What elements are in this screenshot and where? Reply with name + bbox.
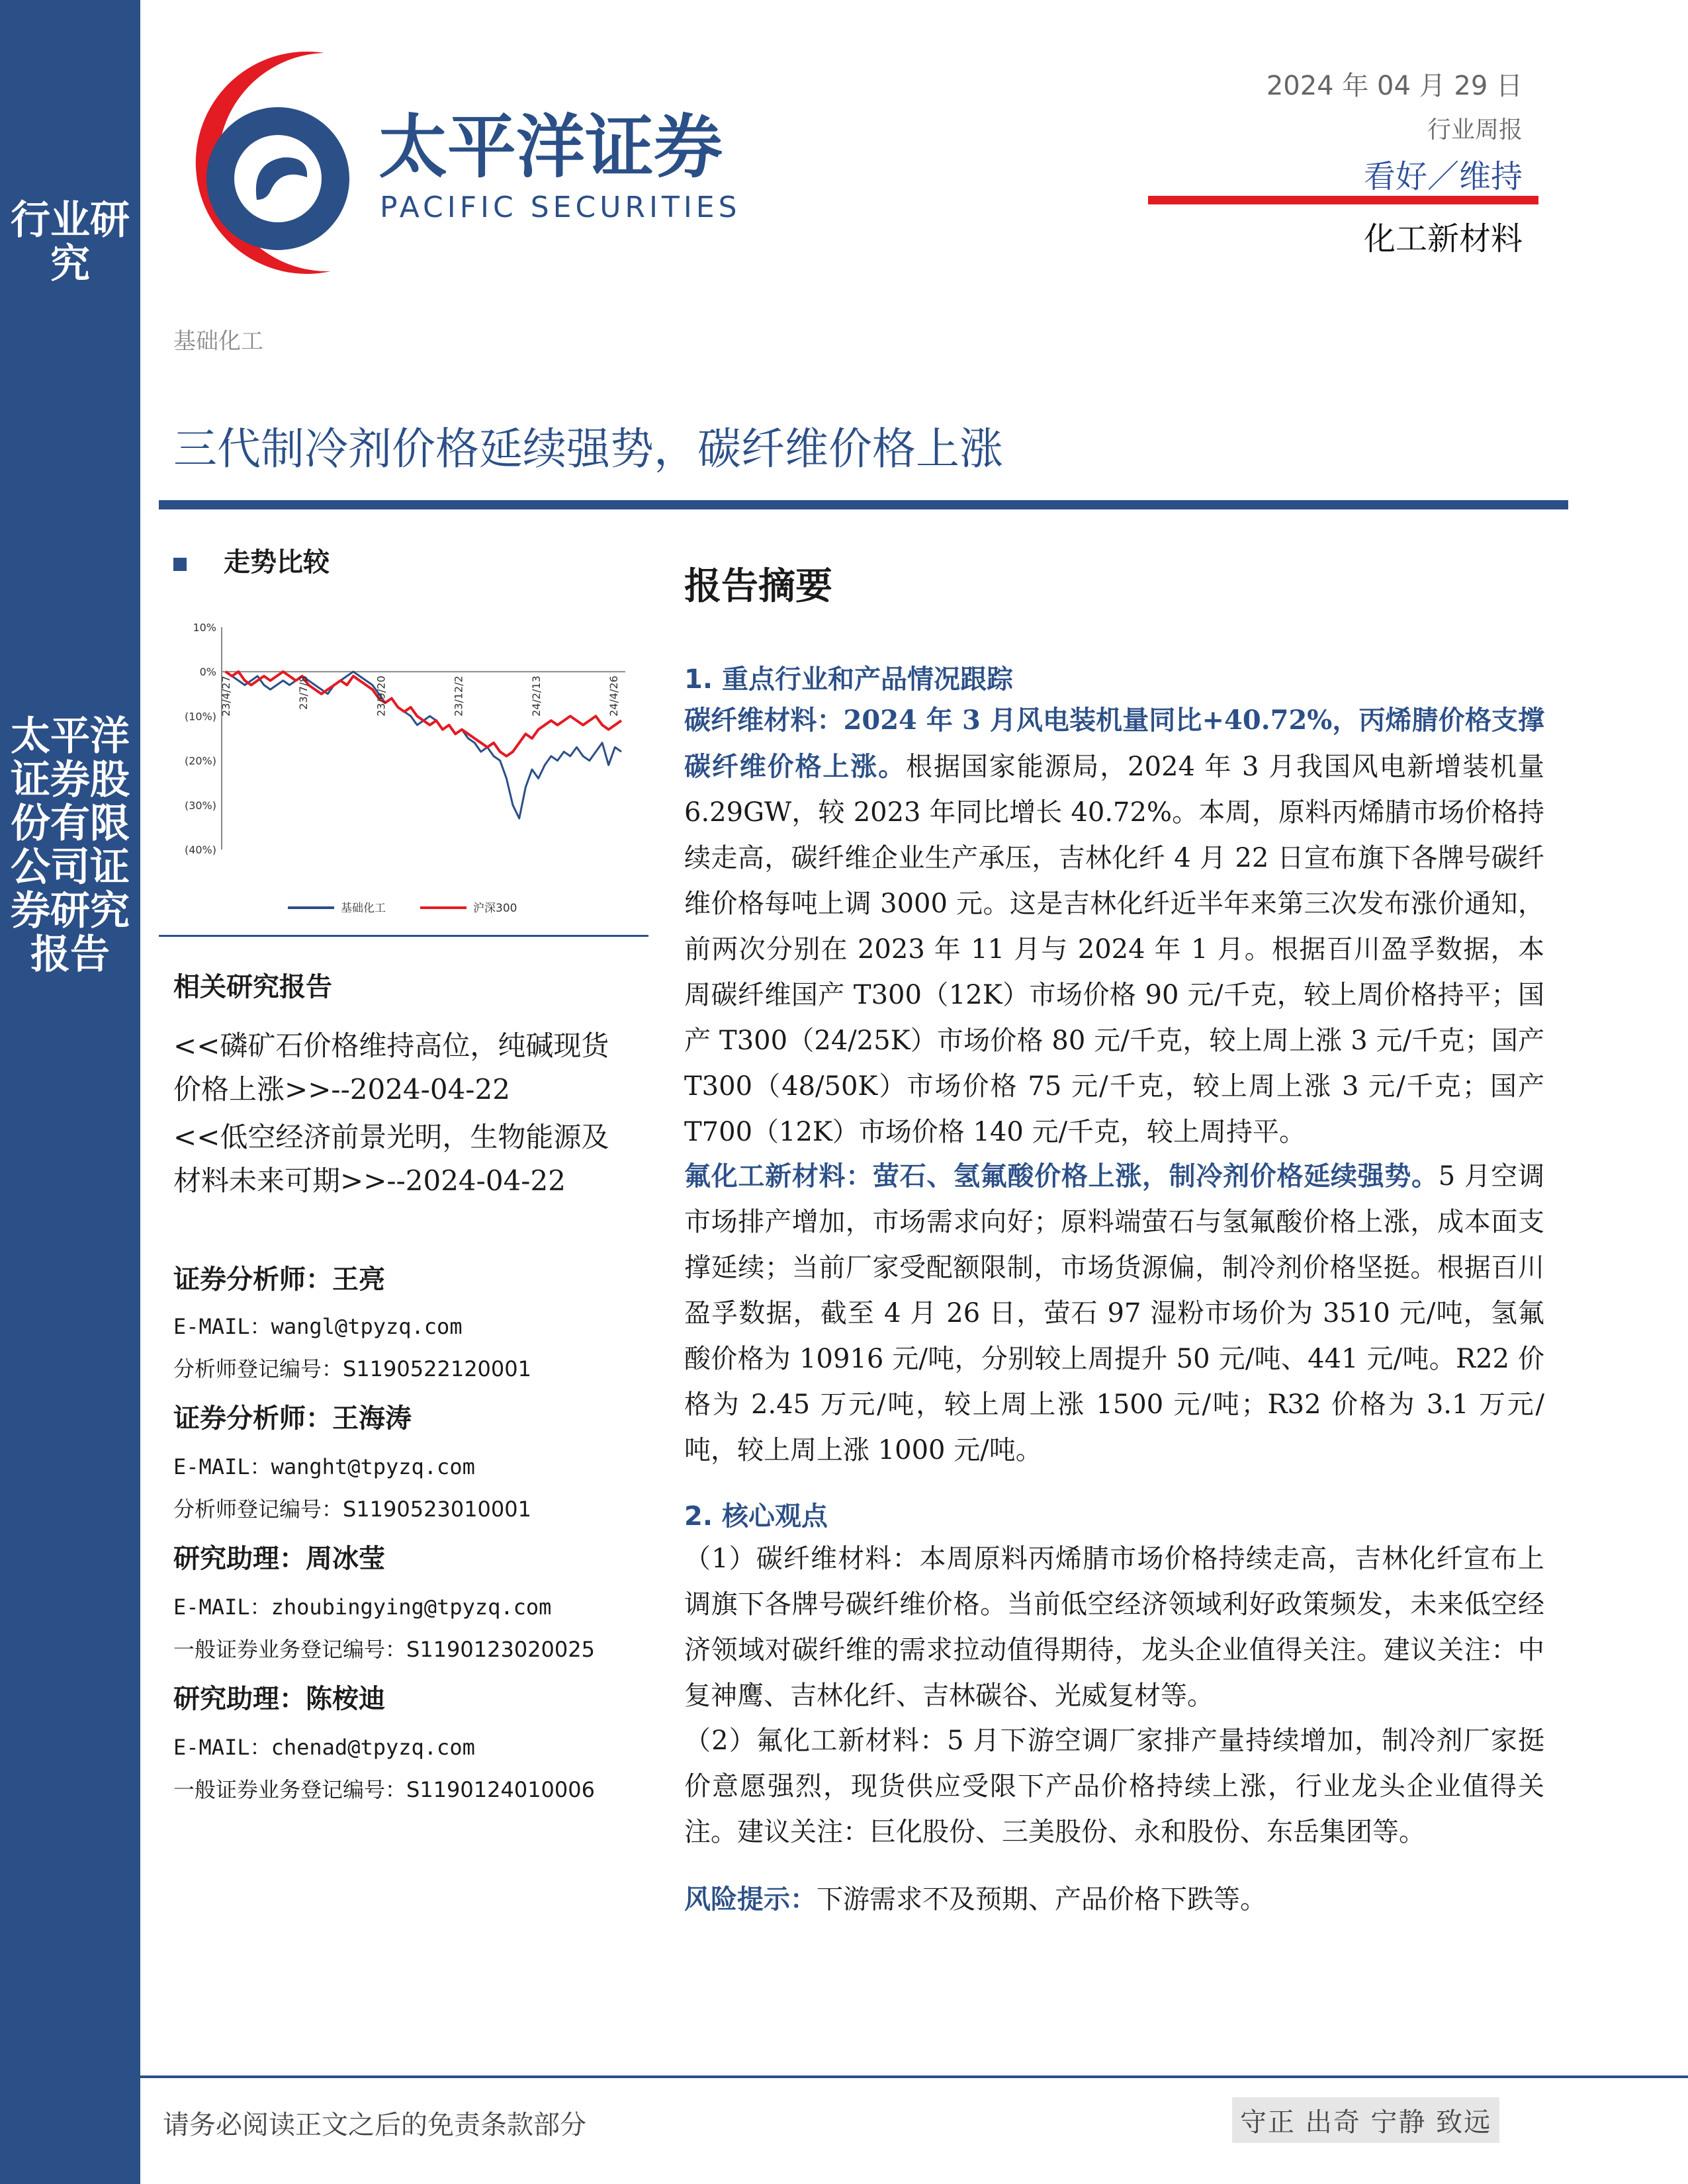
trend-chart-svg [169,609,655,926]
analyst-2-email[interactable]: E-MAIL：wanght@tpyzq.com [173,1454,475,1479]
chart-ytick-label: (40%) [184,844,216,856]
related-report-2[interactable]: <<低空经济前景光明，生物能源及材料未来可期>>--2024-04-22 [173,1121,609,1197]
chart-xtick-label: 23/12/2 [452,676,465,717]
risk-warning [684,1876,1544,1923]
risk-label: 风险提示： [684,1884,817,1915]
fluorine-lead: 氟化工新材料：萤石、氢氟酸价格上涨，制冷剂价格延续强势。 [684,1160,1439,1192]
report-title: 三代制冷剂价格延续强势，碳纤维价格上涨 [173,423,1003,474]
header-red-rule [1148,196,1538,204]
chart-xtick-label: 23/9/20 [375,676,388,717]
sidebar-company-report: 太平洋证券股份有限公司证券研究报告 [11,713,130,978]
footer-motto: 守正 出奇 宁静 致远 [1232,2097,1499,2143]
summary-heading: 报告摘要 [684,564,832,608]
assistant-1-cert: 一般证券业务登记编号：S1190123020025 [173,1637,595,1662]
analyst-2-name: 证券分析师：王海涛 [173,1403,412,1434]
chart-ytick-label: (20%) [184,754,216,767]
footer-rule [140,2075,1688,2078]
analyst-1-name: 证券分析师：王亮 [173,1264,385,1295]
summary-paragraph-carbon-fiber [684,697,1544,1155]
category-label: 基础化工 [173,328,263,355]
risk-text: 下游需求不及预期、产品价格下跌等。 [817,1884,1266,1915]
fluorine-text: 5 月空调市场排产增加，市场需求向好；原料端萤石与氢氟酸价格上涨，成本面支撑延续；当前厂家受配额限制，市场货源偏，制冷剂价格坚挺。根据百川盈孚数据，截至 4 月 26 日，萤石 97 湿粉市场价为 3510 元/吨，氢氟酸价格为 10916 元/吨，分别较上周提升 50 元/吨、441 元/吨。R22 价格为 2.45 万元/吨，较上周上涨 1500 元/吨；R32 价格为 3.1 万元/吨，较上周上涨 1000 元/吨。 [684,1161,1544,1465]
analyst-1-cert: 分析师登记编号：S1190522120001 [173,1356,531,1381]
sidebar-band [0,0,140,2184]
logo-en-text: PACIFIC SECURITIES [380,191,741,224]
analyst-2-cert: 分析师登记编号：S1190523010001 [173,1497,531,1522]
trend-chart [169,609,655,926]
chart-series-line-1 [226,672,621,818]
chart-ytick-label: (30%) [184,799,216,812]
bullet-square-icon [173,558,187,571]
section2-heading: 2. 核心观点 [684,1501,828,1532]
related-heading: 相关研究报告 [173,971,332,1002]
left-separator [159,935,648,937]
section1-heading: 1. 重点行业和产品情况跟踪 [684,664,1013,695]
chart-ytick-label: 0% [199,666,216,679]
chart-series-line-2 [226,672,621,756]
chart-xtick-label: 24/2/13 [529,676,543,717]
assistant-2-name: 研究助理：陈桉迪 [173,1683,385,1714]
report-date: 2024 年 04 月 29 日 [1266,71,1523,101]
trend-heading [173,541,330,579]
rating: 看好／维持 [1363,158,1523,195]
logo-cn-text: 太平洋证券 [378,107,723,187]
summary-paragraph-fluorine [684,1153,1544,1473]
chart-ytick-label: 10% [193,621,216,634]
chart-legend-label: 基础化工 [341,902,386,915]
analyst-1-email[interactable]: E-MAIL：wangl@tpyzq.com [173,1314,463,1339]
title-rule [159,500,1568,509]
trend-heading-text: 走势比较 [224,546,330,578]
chart-ytick-label: (10%) [184,710,216,723]
assistant-2-cert: 一般证券业务登记编号：S1190124010006 [173,1777,595,1802]
chart-legend-label: 沪深300 [473,902,517,915]
carbon-fiber-lead: 碳纤维材料：2024 年 3 月风电装机量同比+40.72%，丙烯腈价格支撑碳纤维价格上涨。 [684,705,1544,782]
core-view-carbon-fiber: （1）碳纤维材料：本周原料丙烯腈市场价格持续走高，吉林化纤宣布上调旗下各牌号碳纤维价格。当前低空经济领域利好政策频发，未来低空经济领域对碳纤维的需求拉动值得期待，龙头企业值得关注。建议关注：中复神鹰、吉林化纤、吉林碳谷、光威复材等。 [684,1544,1544,1711]
footer-disclaimer: 请务必阅读正文之后的免责条款部分 [163,2110,586,2140]
assistant-2-email[interactable]: E-MAIL：chenad@tpyzq.com [173,1735,475,1760]
chart-xtick-label: 23/7/8 [297,676,310,710]
sector-label: 化工新材料 [1363,220,1523,257]
report-type: 行业周报 [1427,116,1523,144]
related-report-1[interactable]: <<磷矿石价格维持高位，纯碱现货价格上涨>>--2024-04-22 [173,1029,609,1106]
carbon-fiber-text: 根据国家能源局，2024 年 3 月我国风电新增装机量 6.29GW，较 2023 年同比增长 40.72%。本周，原料丙烯腈市场价格持续走高，碳纤维企业生产承压，吉林化纤 4 月 22 日宣布旗下各牌号碳纤维价格每吨上调 3000 元。这是吉林化纤近半年来第三次发布涨价通知，前两次分别在 2023 年 11 月与 2024 年 1 月。根据百川盈孚数据，本周碳纤维国产 T300（12K）市场价格 90 元/千克，较上周价格持平；国产 T300（24/25K）市场价格 80 元/千克，较上周上涨 3 元/千克；国产 T300（48/50K）市场价格 75 元/千克，较上周上涨 3 元/千克；国产 T700（12K）市场价格 140 元/千克，较上周持平。 [684,752,1545,1147]
core-view-fluorine: （2）氟化工新材料：5 月下游空调厂家排产量持续增加，制冷剂厂家挺价意愿强烈，现货供应受限下产品价格持续上涨，行业龙头企业值得关注。建议关注：巨化股份、三美股份、永和股份、东岳集团等。 [684,1725,1544,1847]
assistant-1-email[interactable]: E-MAIL：zhoubingying@tpyzq.com [173,1594,552,1620]
assistant-1-name: 研究助理：周冰莹 [173,1543,385,1574]
chart-xtick-label: 23/4/27 [220,676,232,717]
pacific-securities-logo [172,26,741,278]
chart-xtick-label: 24/4/26 [607,676,620,717]
sidebar-industry-research: 行业研究 [11,197,130,287]
